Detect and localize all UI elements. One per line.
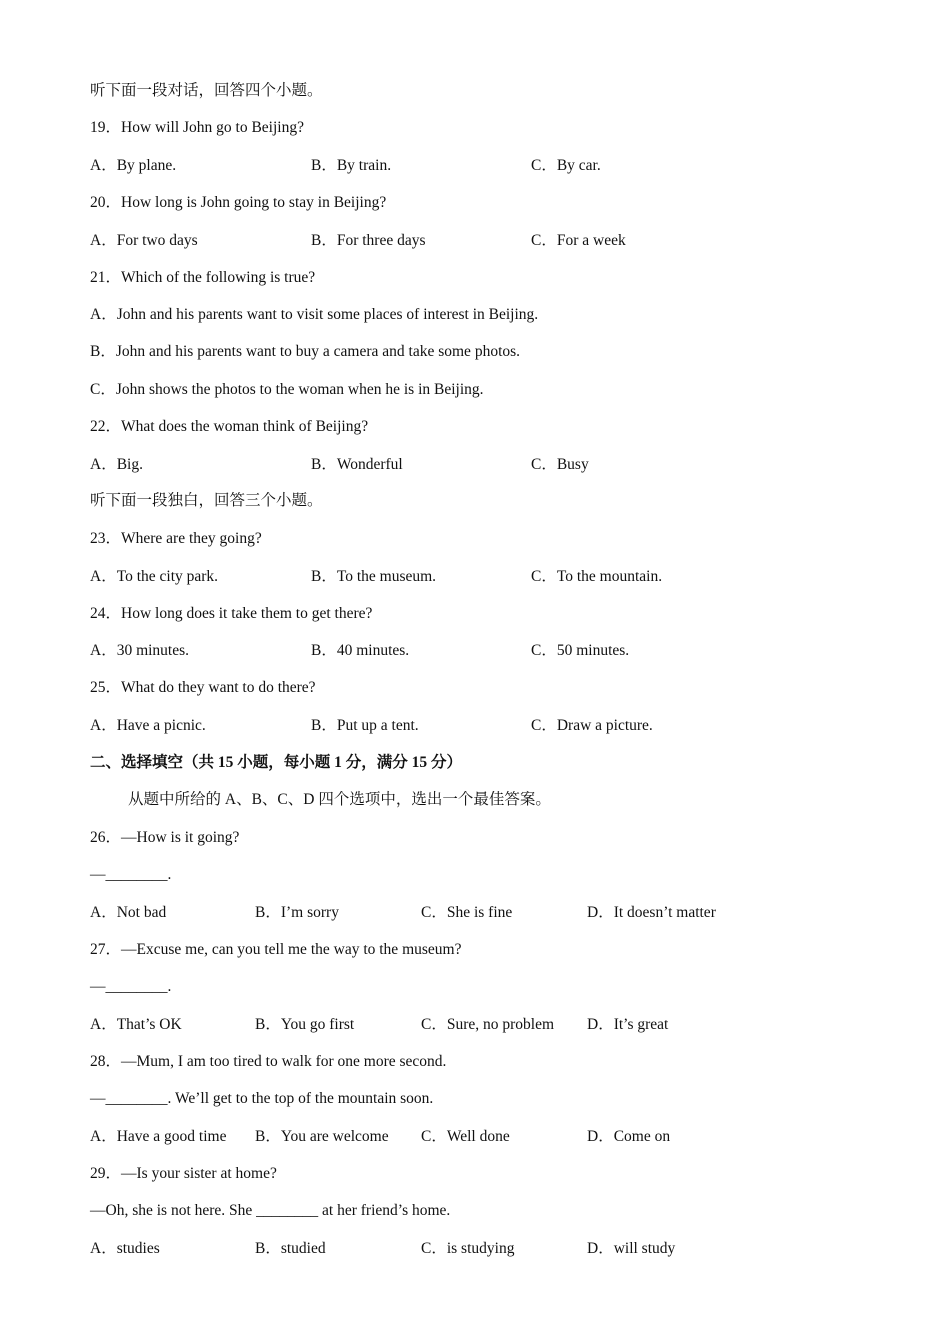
question-19: 19．How will John go to Beijing?: [90, 119, 304, 136]
q29-option-c: C．is studying: [421, 1240, 515, 1257]
q19-option-b: B．By train.: [311, 157, 392, 174]
question-24: 24．How long does it take them to get there?: [90, 605, 373, 622]
q20-option-b: B．For three days: [311, 232, 426, 249]
q24-option-b: B．40 minutes.: [311, 642, 410, 659]
q26-option-a: A．Not bad: [90, 904, 167, 921]
q22-option-a: A．Big.: [90, 456, 143, 473]
q26-option-b: B．I’m sorry: [255, 904, 339, 921]
q29-response-blank: —Oh, she is not here. She ________ at her friend’s home.: [90, 1202, 451, 1219]
q24-option-a: A．30 minutes.: [90, 642, 190, 659]
q29-option-d: D．will study: [587, 1240, 676, 1257]
q23-option-b: B．To the museum.: [311, 568, 437, 585]
question-29: 29．—Is your sister at home?: [90, 1165, 277, 1182]
q22-option-b: B．Wonderful: [311, 456, 403, 473]
q25-option-b: B．Put up a tent.: [311, 717, 419, 734]
q27-option-c: C．Sure, no problem: [421, 1016, 555, 1033]
q28-option-b: B．You are welcome: [255, 1128, 389, 1145]
q20-option-a: A．For two days: [90, 232, 198, 249]
q23-option-a: A．To the city park.: [90, 568, 219, 585]
dialogue-instruction: 听下面一段对话，回答四个小题。: [90, 82, 323, 99]
question-27: 27．—Excuse me, can you tell me the way to the museum?: [90, 941, 462, 958]
question-23: 23．Where are they going?: [90, 530, 262, 547]
q26-option-d: D．It doesn’t matter: [587, 904, 716, 921]
question-20: 20．How long is John going to stay in Beijing?: [90, 194, 387, 211]
q21-option-b: B．John and his parents want to buy a camera and take some photos.: [90, 343, 521, 360]
q25-option-a: A．Have a picnic.: [90, 717, 206, 734]
q28-option-c: C．Well done: [421, 1128, 510, 1145]
section-2-heading: 二、选择填空（共 15 小题，每小题 1 分，满分 15 分）: [90, 754, 463, 771]
q28-option-a: A．Have a good time: [90, 1128, 227, 1145]
q28-option-d: D．Come on: [587, 1128, 671, 1145]
q25-option-c: C．Draw a picture.: [531, 717, 653, 734]
q29-option-b: B．studied: [255, 1240, 326, 1257]
q24-option-c: C．50 minutes.: [531, 642, 630, 659]
q23-option-c: C．To the mountain.: [531, 568, 663, 585]
q21-option-a: A．John and his parents want to visit some places of interest in Beijing.: [90, 306, 539, 323]
q27-option-d: D．It’s great: [587, 1016, 669, 1033]
question-26: 26．—How is it going?: [90, 829, 240, 846]
q26-option-c: C．She is fine: [421, 904, 513, 921]
q27-option-a: A．That’s OK: [90, 1016, 182, 1033]
question-28: 28．—Mum, I am too tired to walk for one more second.: [90, 1053, 447, 1070]
section-2-instruction: 从题中所给的 A、B、C、D 四个选项中，选出一个最佳答案。: [128, 791, 551, 808]
question-21: 21．Which of the following is true?: [90, 269, 316, 286]
q21-option-c: C．John shows the photos to the woman when he is in Beijing.: [90, 381, 484, 398]
q28-response-blank: —________. We’ll get to the top of the mountain soon.: [90, 1090, 434, 1107]
q19-option-c: C．By car.: [531, 157, 601, 174]
q22-option-c: C．Busy: [531, 456, 589, 473]
q20-option-c: C．For a week: [531, 232, 626, 249]
q27-response-blank: —________.: [90, 978, 172, 995]
q29-option-a: A．studies: [90, 1240, 160, 1257]
q26-response-blank: —________.: [90, 866, 172, 883]
q19-option-a: A．By plane.: [90, 157, 177, 174]
question-22: 22．What does the woman think of Beijing?: [90, 418, 369, 435]
monologue-instruction: 听下面一段独白，回答三个小题。: [90, 492, 323, 509]
question-25: 25．What do they want to do there?: [90, 679, 316, 696]
q27-option-b: B．You go first: [255, 1016, 355, 1033]
